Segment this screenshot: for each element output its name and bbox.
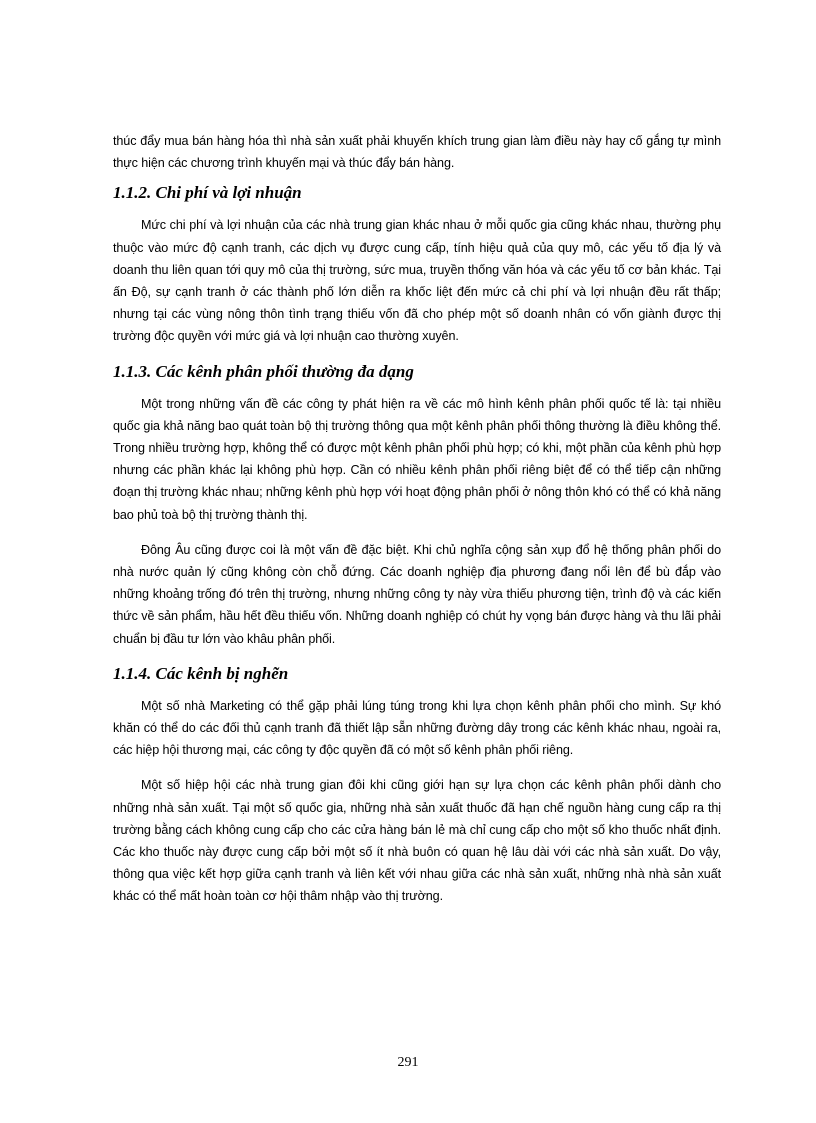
paragraph-channel-diversity: Một trong những vấn đề các công ty phát hiện ra về các mô hình kênh phân phối quốc tế là: tại nhiều quốc gia khả năng bao quát toàn bộ thị trường thông qua một kênh phân phối thông thường là điều không thể. Trong nhiều trường hợp, không thể có được một kênh phân phối phù hợp; có khi, một phần của kênh phù hợp nhưng các phần khác lại không phù hợp. Cần có nhiều kênh phân phối riêng biệt để có thể tiếp cận những đoạn thị trường khác nhau; những kênh phù hợp với hoạt động phân phối ở nông thôn khó có thể có khả năng bao phủ toà bộ thị trường thành thị. [113,396,721,522]
paragraph-continuation: thúc đẩy mua bán hàng hóa thì nhà sản xuất phải khuyến khích trung gian làm điều này hay cố gắng tự mình thực hiện các chương trình khuyến mại và thúc đẩy bán hàng. [113,134,721,171]
section-heading-1-1-4: 1.1.4. Các kênh bị nghẽn [113,663,289,683]
document-body [113,130,721,921]
paragraph-costs-profits: Mức chi phí và lợi nhuận của các nhà trung gian khác nhau ở mỗi quốc gia cũng khác nhau, thường phụ thuộc vào mức độ cạnh tranh, các dịch vụ được cung cấp, tính hiệu quả của quy mô, các yếu tố địa lý và doanh thu liên quan tới quy mô của thị trường, sức mua, truyền thống văn hóa và các yếu tố cơ bản khác. Tại ấn Độ, sự cạnh tranh ở các thành phố lớn diễn ra khốc liệt đến mức cả chi phí và lợi nhuận đều rất thấp; nhưng tại các vùng nông thôn tình trạng thiếu vốn đã cho phép một số doanh nhân có vốn giành được thị trường độc quyền với mức giá và lợi nhuận cao thường xuyên. [113,218,721,344]
page-number: 291 [397,1055,419,1070]
paragraph-eastern-europe: Đông Âu cũng được coi là một vấn đề đặc biệt. Khi chủ nghĩa cộng sản xụp đổ hệ thống phân phối do nhà nước quản lý cũng không còn chỗ đứng. Các doanh nghiệp địa phương đang nổi lên để bù đắp vào những khoảng trống đó trên thị trường, nhưng những công ty này vừa thiếu phương tiện, trình độ và các kiến thức về sản phẩm, hầu hết đều thiếu vốn. Những doanh nghiệp có chút hy vọng bán được hàng và thu lãi phải chuẩn bị đầu tư lớn vào khâu phân phối. [113,542,721,646]
section-heading-1-1-3: 1.1.3. Các kênh phân phối thường đa dạng [113,361,414,381]
paragraph-intermediary-associations: Một số hiệp hội các nhà trung gian đôi khi cũng giới hạn sự lựa chọn các kênh phân phối dành cho những nhà sản xuất. Tại một số quốc gia, những nhà sản xuất thuốc đã hạn chế nguồn hàng cung cấp ra thị trường bằng cách không cung cấp cho các cửa hàng bán lẻ mà chỉ cung cấp cho một số kho thuốc nhất định. Các kho thuốc này được cung cấp bởi một số ít nhà buôn có quan hệ lâu dài với các nhà sản xuất. Do vậy, thông qua việc kết hợp giữa cạnh tranh và liên kết với nhau giữa các nhà sản xuất, những nhà nhà sản xuất khác có thể mất hoàn toàn cơ hội thâm nhập vào thị trường. [113,778,721,904]
paragraph-blocked-channels: Một số nhà Marketing có thể gặp phải lúng túng trong khi lựa chọn kênh phân phối cho mình. Sự khó khăn có thể do các đối thủ cạnh tranh đã thiết lập sẵn những đường dây trong các kênh khác nhau, ngoài ra, các hiệp hội thương mại, các công ty độc quyền đã có một số kênh phân phối riêng. [113,698,721,758]
section-heading-1-1-2: 1.1.2. Chi phí và lợi nhuận [113,183,302,203]
